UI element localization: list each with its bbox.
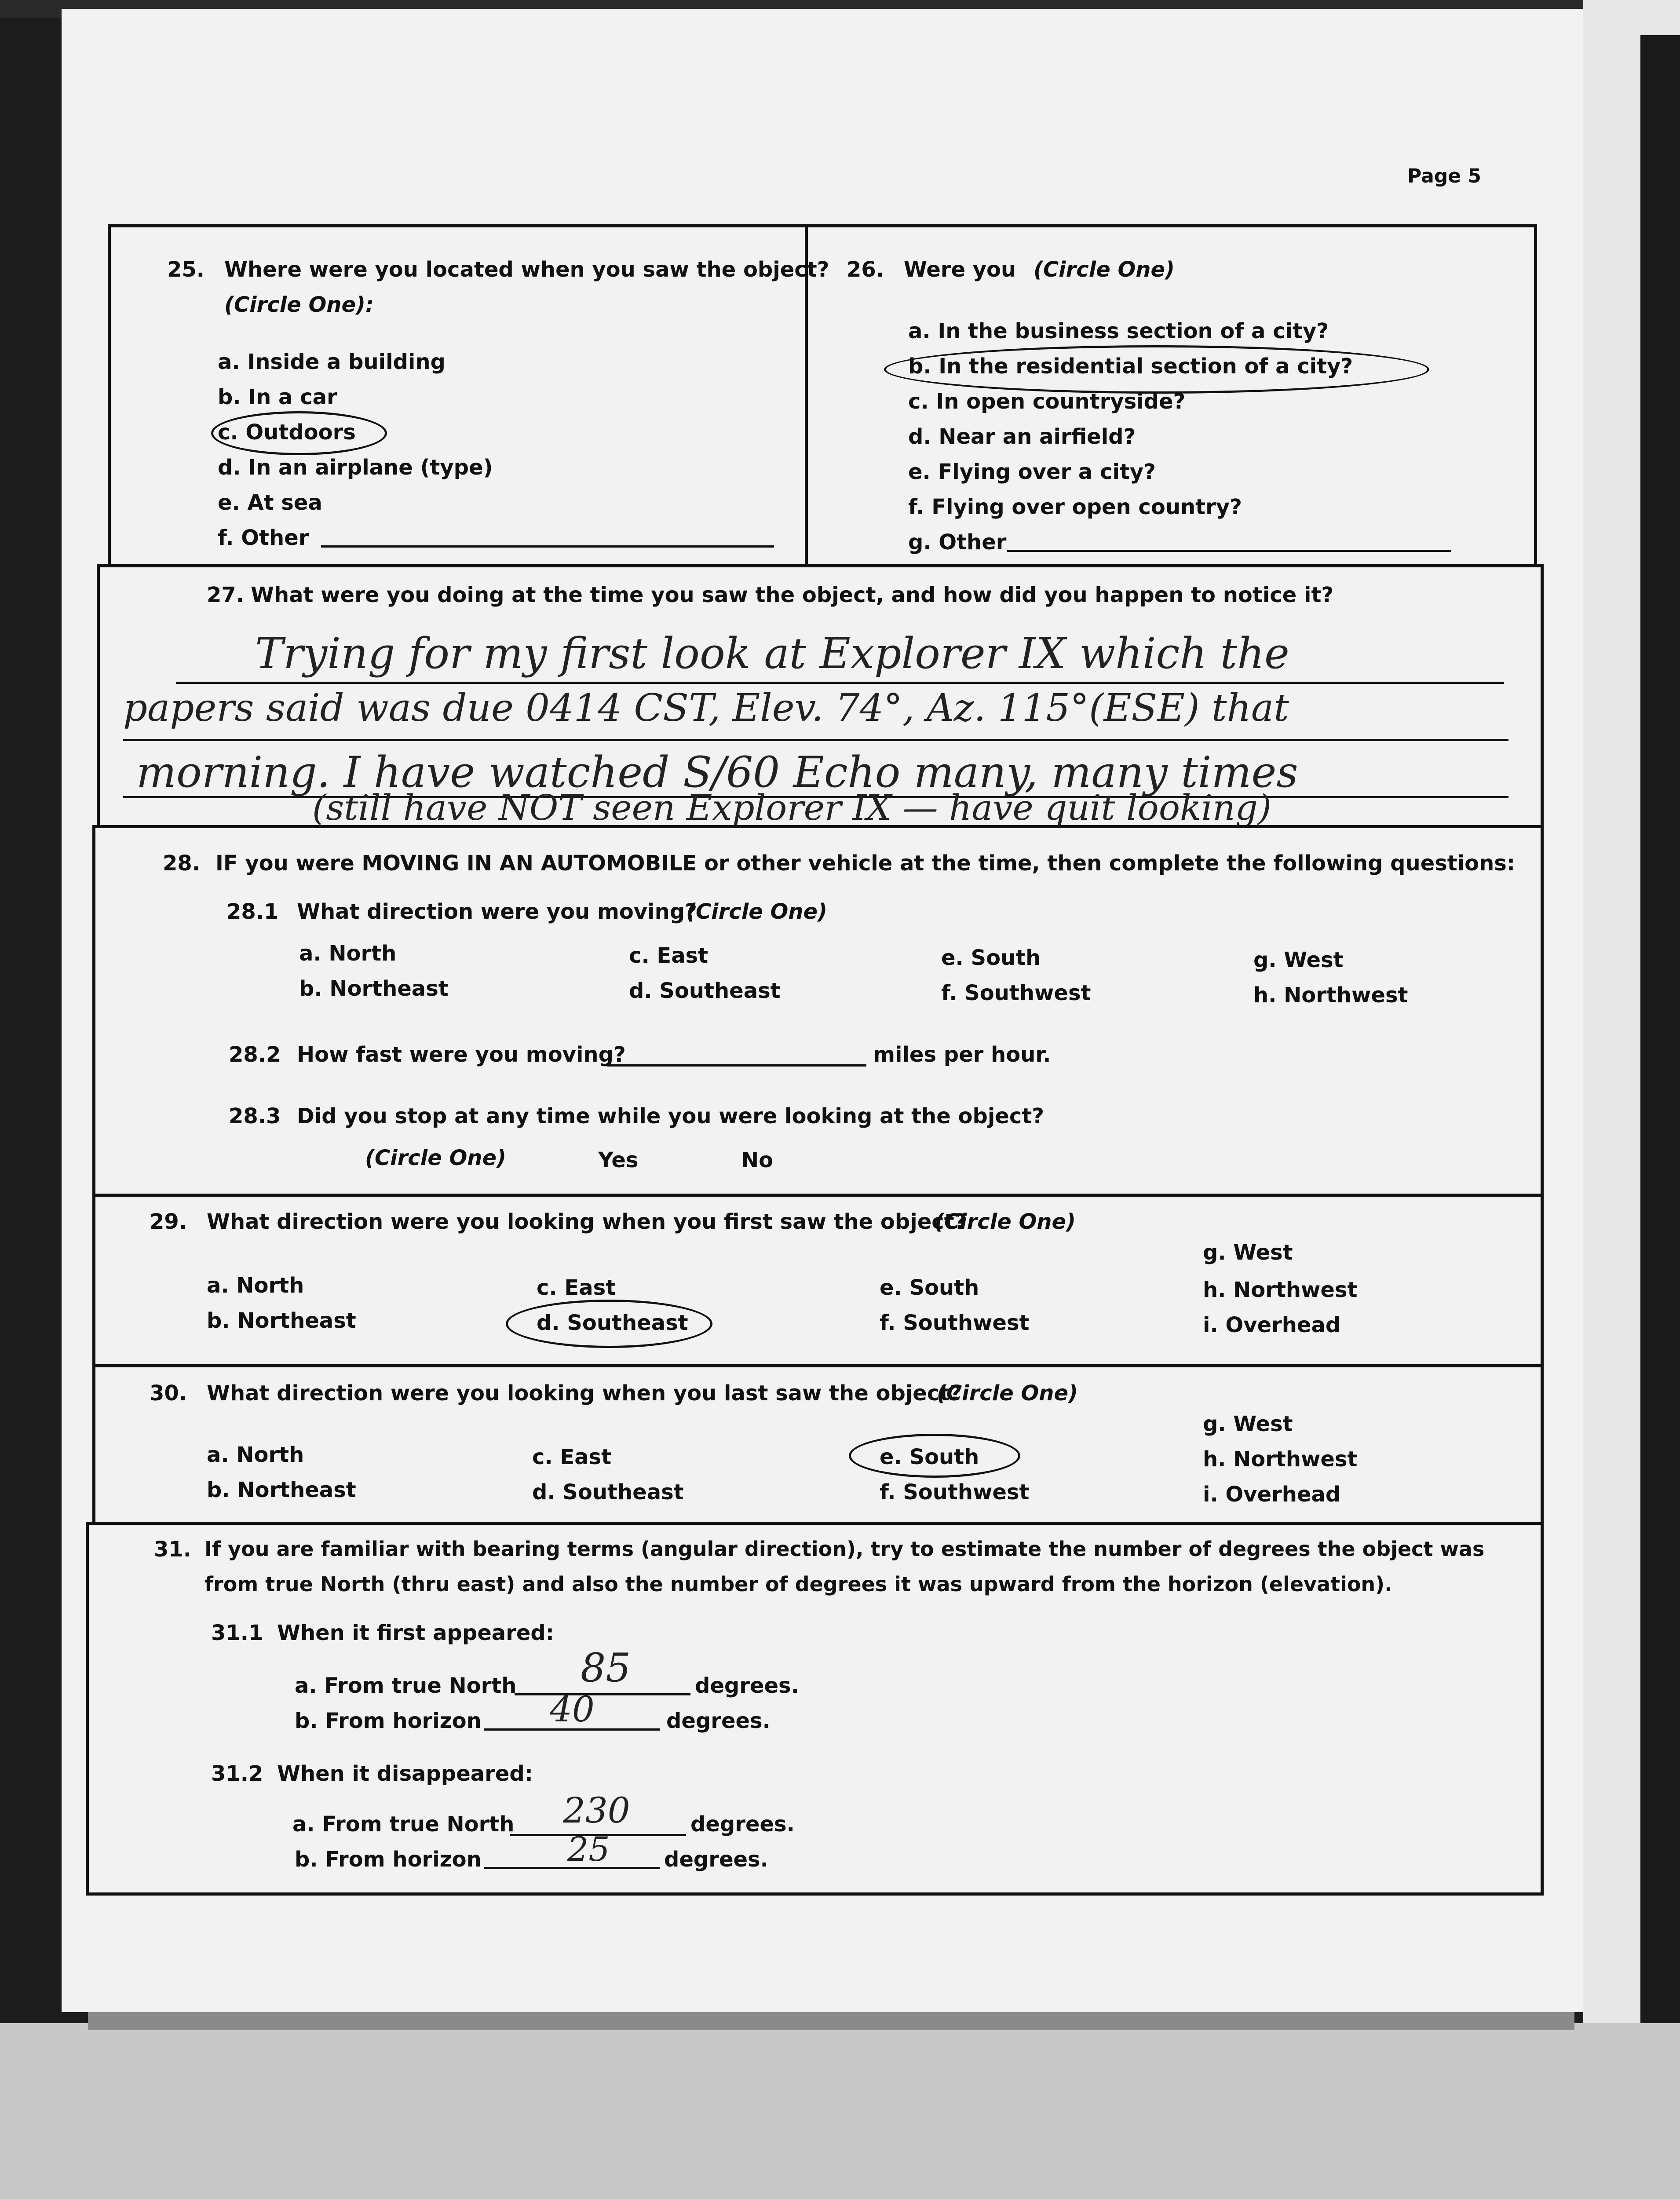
q28-number: 28. [163,851,201,876]
q28-question: IF you were MOVING IN AN AUTOMOBILE or other vehicle at the time, then complete the following questions: [215,851,1516,876]
q30-option-i[interactable]: i. Overhead [1203,1482,1341,1507]
q30-question: What direction were you looking when you last saw the object? [207,1381,962,1406]
q31-1-b-unit: degrees. [666,1709,771,1733]
q28-1-option-f[interactable]: f. Southwest [941,981,1091,1005]
q25-option-e[interactable]: e. At sea [218,490,322,515]
q30-option-g[interactable]: g. West [1203,1412,1293,1436]
q26-other-blank[interactable] [1007,550,1451,552]
q31-1-b-label: b. From horizon [295,1709,482,1733]
q25-option-b[interactable]: b. In a car [218,385,337,409]
q28-1-option-c[interactable]: c. East [629,943,709,968]
q30-option-d[interactable]: d. Southeast [532,1480,684,1505]
q27-answer-line-2: papers said was due 0414 CST, Elev. 74°, Az. 115°(ESE) that [123,686,1289,730]
q31-1-label: 31.1 [211,1621,263,1645]
q25-number: 25. [167,257,205,282]
q29-option-h[interactable]: h. Northwest [1203,1278,1358,1302]
q31-1-b-value: 40 [550,1689,595,1730]
q30-option-f[interactable]: f. Southwest [880,1480,1030,1505]
q30-option-b[interactable]: b. Northeast [207,1478,356,1502]
q31-1-a-unit: degrees. [695,1673,799,1698]
q30-option-h[interactable]: h. Northwest [1203,1447,1358,1472]
q31-1-a-value: 85 [581,1645,631,1691]
page-number: Page 5 [1407,165,1482,187]
q26-option-c[interactable]: c. In open countryside? [908,389,1186,414]
q28-1-option-d[interactable]: d. Southeast [629,979,781,1003]
q31-2-a-label: a. From true North [292,1812,515,1837]
q26-question: Were you [904,257,1016,282]
q31-1-heading: When it first appeared: [277,1621,554,1645]
q27-question: What were you doing at the time you saw the object, and how did you happen to notice it? [251,583,1334,607]
q25-selected-circle [211,411,387,455]
q26-option-a[interactable]: a. In the business section of a city? [908,319,1329,343]
q28-1-option-b[interactable]: b. Northeast [299,976,449,1001]
q25-instruction: (Circle One): [224,292,374,317]
q28-3-no[interactable]: No [741,1148,774,1173]
q26-option-g[interactable]: g. Other [908,530,1007,555]
q30-number: 30. [150,1381,187,1406]
q30-selected-circle [849,1434,1020,1478]
q28-1-question: What direction were you moving? [297,899,698,924]
q28-1-option-g[interactable]: g. West [1253,948,1344,972]
q28-1-label: 28.1 [226,899,279,924]
q25-option-c[interactable]: c. Outdoors [218,420,356,445]
q27-answer-line-4: (still have NOT seen Explorer IX — have quit looking) [312,787,1272,828]
q28-1-option-h[interactable]: h. Northwest [1253,983,1408,1008]
q28-1-instruction: (Circle One) [686,899,827,924]
q28-1-option-a[interactable]: a. North [299,941,397,966]
q29-instruction: (Circle One) [935,1209,1076,1234]
q28-3-question: Did you stop at any time while you were looking at the object? [297,1104,1045,1129]
q28-3-yes[interactable]: Yes [598,1148,639,1173]
q27-answer-line-3: morning. I have watched S/60 Echo many, many times [136,748,1298,797]
q29-number: 29. [150,1209,187,1234]
q27-answer-line-1: Trying for my first look at Explorer IX which the [255,629,1289,678]
q29-option-d[interactable]: d. Southeast [537,1311,688,1335]
q31-2-a-unit: degrees. [690,1812,795,1837]
q31-2-heading: When it disappeared: [277,1761,533,1786]
q26-option-d[interactable]: d. Near an airfield? [908,424,1136,449]
q27-rule-2 [123,739,1508,741]
q29-option-c[interactable]: c. East [537,1275,616,1300]
q29-question: What direction were you looking when you first saw the object? [207,1209,967,1234]
q31-question-line-1: If you are familiar with bearing terms (angular direction), try to estimate the number of degrees the object was [205,1537,1485,1561]
underlying-sheet [0,2023,1680,2199]
q29-option-a[interactable]: a. North [207,1273,304,1298]
q26-instruction: (Circle One) [1034,257,1175,282]
q27-number: 27. [207,583,245,607]
form-page [62,9,1583,2012]
q28-2-speed-blank[interactable] [607,1064,866,1067]
q28-3-label: 28.3 [229,1104,281,1129]
q26-number: 26. [847,257,884,282]
q26-option-e[interactable]: e. Flying over a city? [908,460,1156,484]
q31-2-b-unit: degrees. [664,1847,768,1872]
q30-option-c[interactable]: c. East [532,1445,612,1469]
q25-option-a[interactable]: a. Inside a building [218,350,446,374]
q29-selected-circle [506,1300,712,1348]
q25-question: Where were you located when you saw the object? [224,257,829,282]
q26-option-b[interactable]: b. In the residential section of a city? [908,354,1353,379]
q31-question-line-2: from true North (thru east) and also the number of degrees it was upward from the horizon (elevation). [205,1572,1392,1596]
q28-3-instruction: (Circle One) [365,1146,506,1170]
q26-selected-circle [884,345,1429,394]
q31-2-label: 31.2 [211,1761,263,1786]
q26-option-f[interactable]: f. Flying over open country? [908,495,1242,519]
q29-option-e[interactable]: e. South [880,1275,979,1300]
q31-2-a-value: 230 [563,1790,630,1831]
q25-option-d[interactable]: d. In an airplane (type) [218,455,493,480]
q28-2-suffix: miles per hour. [873,1042,1051,1067]
scan-right-border [1640,35,1680,2032]
q29-option-i[interactable]: i. Overhead [1203,1313,1341,1337]
q28-2-label: 28.2 [229,1042,281,1067]
q31-2-b-value: 25 [567,1830,610,1869]
q31-1-a-label: a. From true North [295,1673,517,1698]
q31-1-a-blank[interactable] [515,1693,690,1695]
q30-option-a[interactable]: a. North [207,1443,304,1467]
q25-option-f[interactable]: f. Other [218,526,309,550]
q29-option-b[interactable]: b. Northeast [207,1308,356,1333]
q27-rule-1 [176,682,1504,684]
q25-other-blank[interactable] [321,545,774,548]
section-28 [92,825,1544,1197]
q28-2-question: How fast were you moving? [297,1042,626,1067]
q31-2-b-label: b. From horizon [295,1847,482,1872]
q28-1-option-e[interactable]: e. South [941,946,1041,970]
q29-option-g[interactable]: g. West [1203,1240,1293,1265]
q31-number: 31. [154,1537,192,1562]
q30-instruction: (Circle One) [937,1381,1078,1406]
q29-option-f[interactable]: f. Southwest [880,1311,1030,1335]
q30-option-e[interactable]: e. South [880,1445,979,1469]
